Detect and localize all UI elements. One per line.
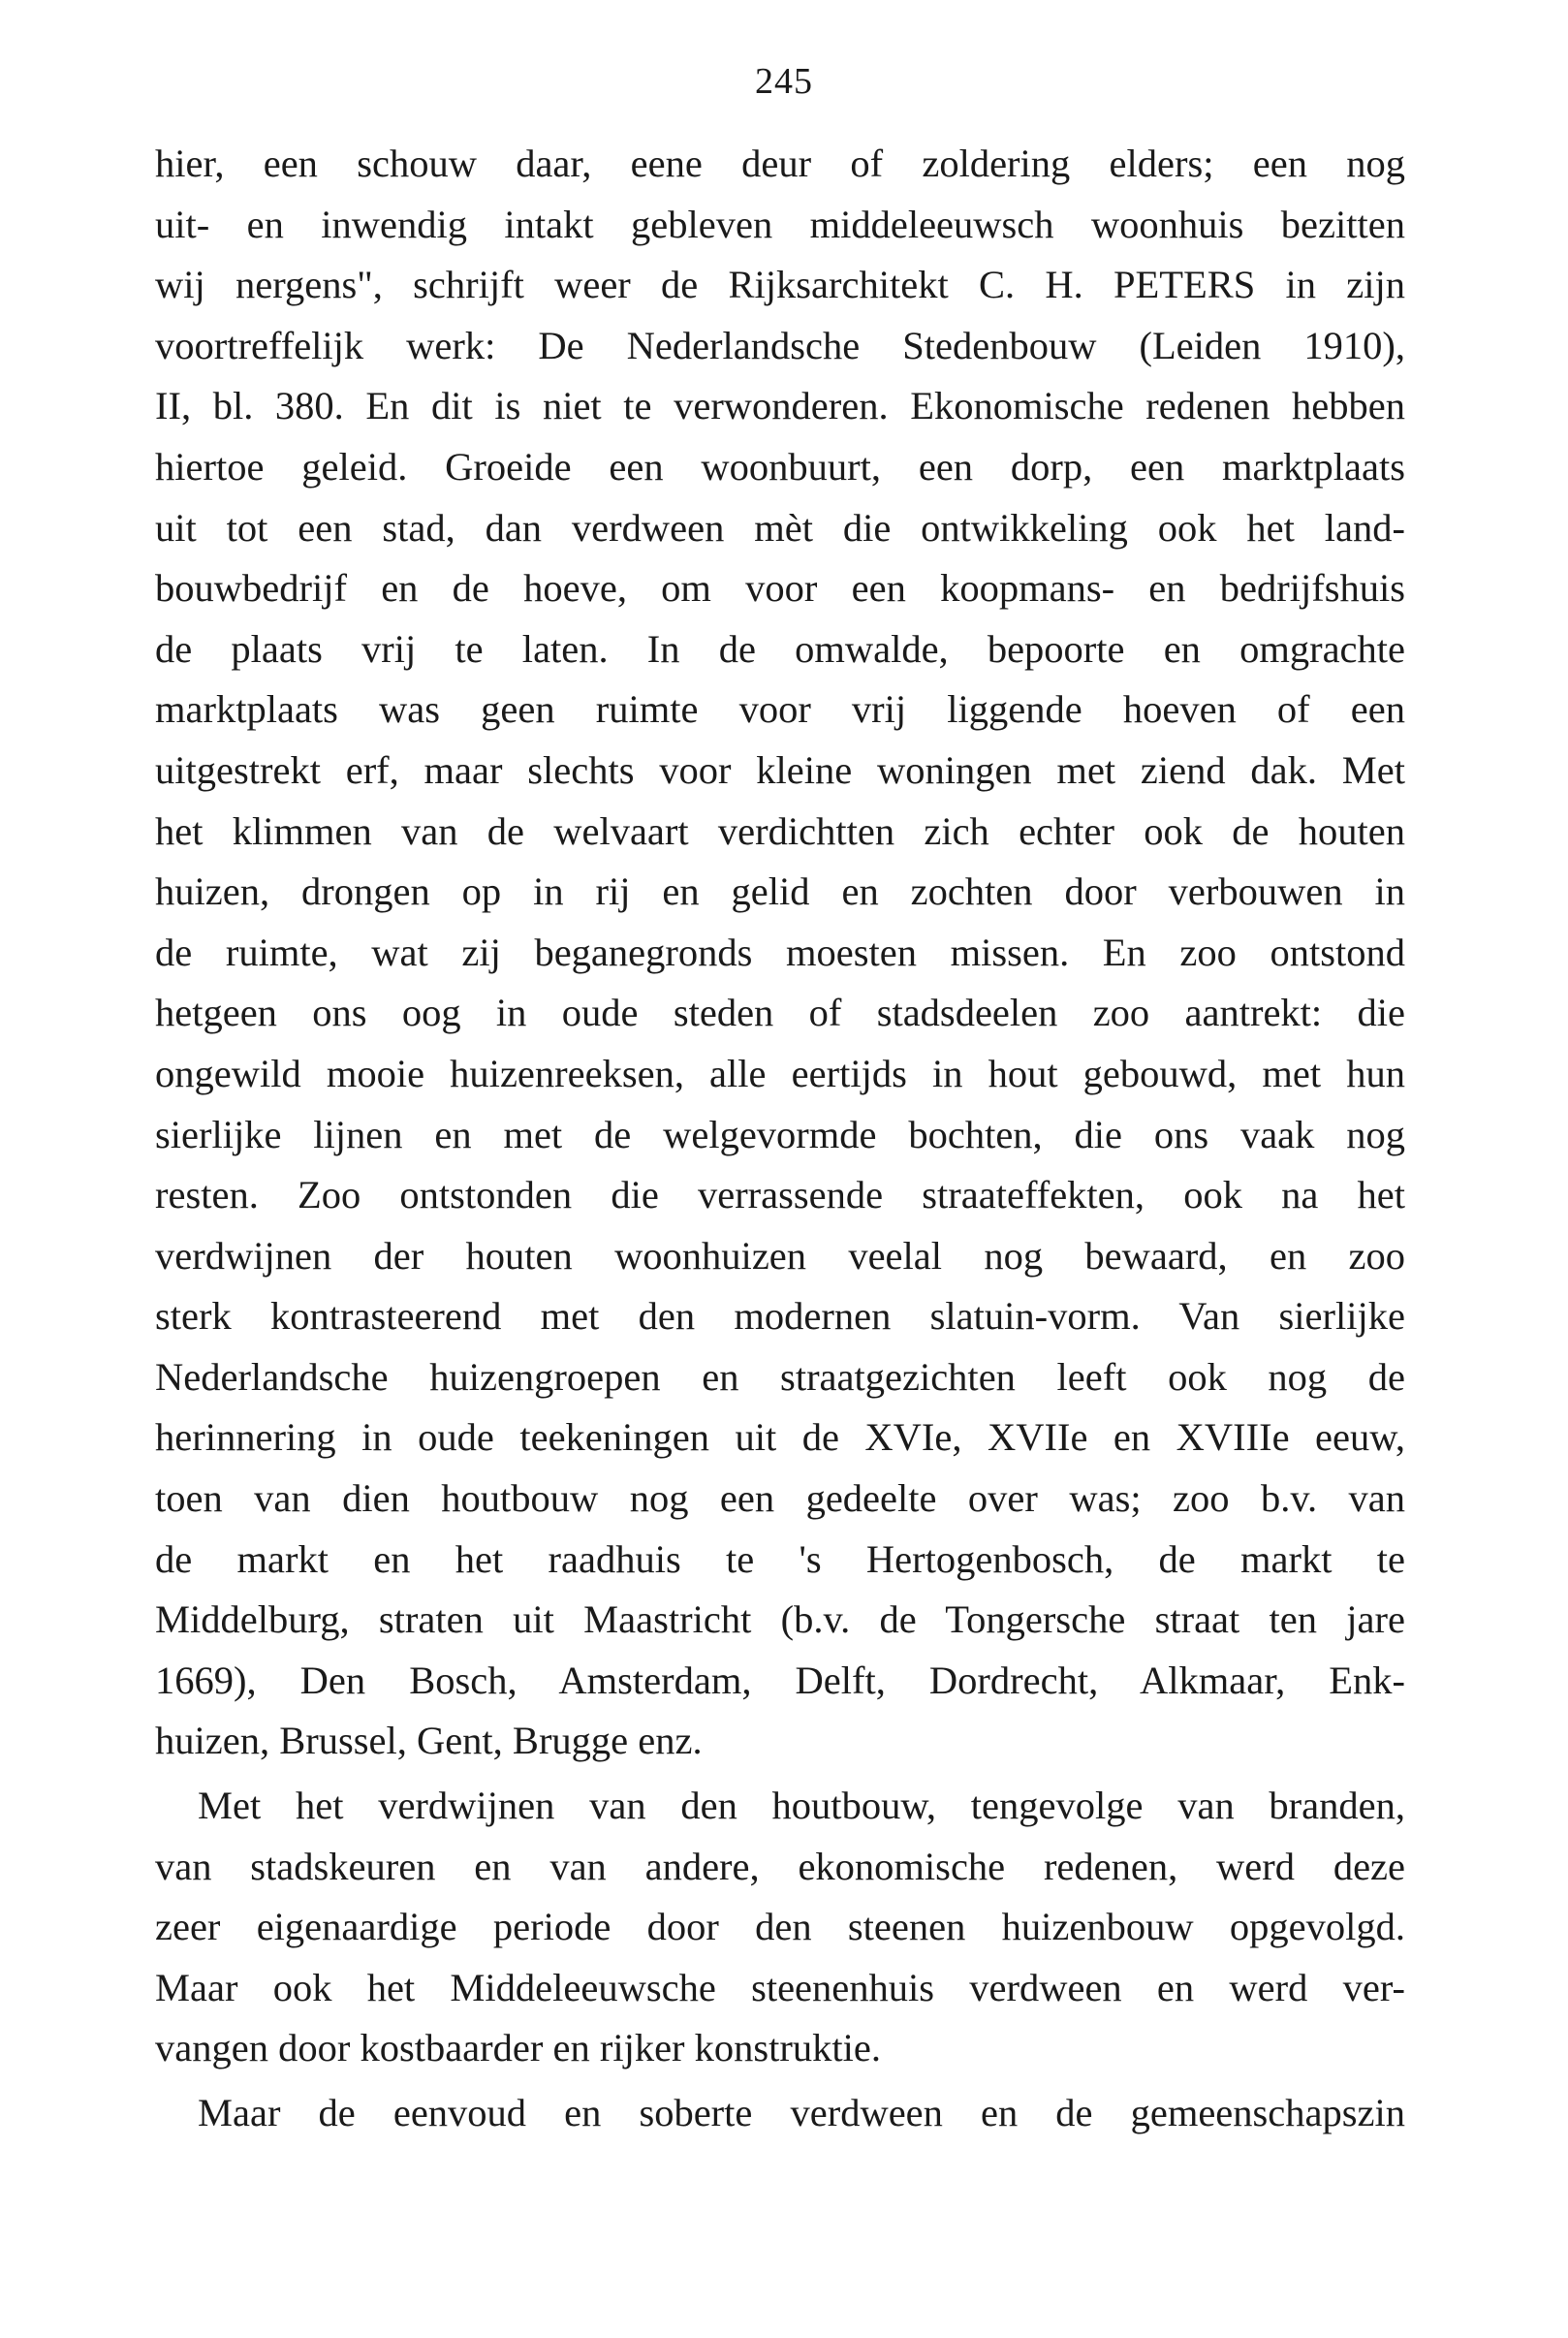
text-line: sterk kontrasteerend met den modernen slatuin-vorm. Van sierlijke — [155, 1294, 1405, 1339]
text-line: Maar ook het Middeleeuwsche steenenhuis verdween en werd ver- — [155, 1965, 1405, 2009]
text-line: de ruimte, wat zij beganegronds moesten missen. En zoo ontstond — [155, 930, 1405, 974]
text-line: Middelburg, straten uit Maastricht (b.v. de Tongersche straat ten jare — [155, 1597, 1405, 1642]
text-line: Nederlandsche huizengroepen en straatgezichten leeft ook nog de — [155, 1354, 1405, 1399]
text-line: de plaats vrij te laten. In de omwalde, bepoorte en omgrachte — [155, 626, 1405, 671]
text-line: voortreffelijk werk: De Nederlandsche Stedenbouw (Leiden 1910), — [155, 323, 1405, 367]
text-line: uit- en inwendig intakt gebleven middeleeuwsch woonhuis bezitten — [155, 202, 1405, 246]
text-line: hiertoe geleid. Groeide een woonbuurt, een dorp, een marktplaats — [155, 444, 1405, 489]
text-line: verdwijnen der houten woonhuizen veelal nog bewaard, en zoo — [155, 1233, 1405, 1278]
text-line: uit tot een stad, dan verdween mèt die ontwikkeling ook het land- — [155, 505, 1405, 550]
text-line: toen van dien houtbouw nog een gedeelte over was; zoo b.v. van — [155, 1476, 1405, 1521]
text-line: het klimmen van de welvaart verdichtten zich echter ook de houten — [155, 808, 1405, 853]
text-line: Maar de eenvoud en soberte verdween en de gemeenschapszin — [198, 2091, 1405, 2134]
text-line: ongewild mooie huizenreeksen, alle eertijds in hout gebouwd, met hun — [155, 1051, 1405, 1095]
text-line: Met het verdwijnen van den houtbouw, tengevolge van branden, — [198, 1784, 1405, 1828]
text-line: 1669), Den Bosch, Amsterdam, Delft, Dordrecht, Alkmaar, Enk- — [155, 1658, 1405, 1702]
text-line: huizen, drongen op in rij en gelid en zochten door verbouwen in — [155, 869, 1405, 914]
text-line: de markt en het raadhuis te 's Hertogenbosch, de markt te — [155, 1536, 1405, 1581]
text-line: uitgestrekt erf, maar slechts voor kleine woningen met ziend dak. Met — [155, 747, 1405, 792]
text-line: vangen door kostbaarder en rijker konstruktie. — [155, 2026, 882, 2070]
text-line: van stadskeuren en van andere, ekonomische redenen, werd deze — [155, 1844, 1405, 1888]
body-text — [155, 134, 1405, 2144]
text-line: zeer eigenaardige periode door den steenen huizenbouw opgevolgd. — [155, 1905, 1405, 1949]
text-line: wij nergens", schrijft weer de Rijksarchitekt C. H. PETERS in zijn — [155, 263, 1405, 307]
text-line: II, bl. 380. En dit is niet te verwonderen. Ekonomische redenen hebben — [155, 384, 1405, 428]
text-line: herinnering in oude teekeningen uit de XVIe, XVIIe en XVIIIe eeuw, — [155, 1415, 1405, 1460]
text-line: hetgeen ons oog in oude steden of stadsdeelen zoo aantrekt: die — [155, 991, 1405, 1035]
text-line: huizen, Brussel, Gent, Brugge enz. — [155, 1719, 703, 1763]
text-line: hier, een schouw daar, eene deur of zoldering elders; een nog — [155, 142, 1405, 185]
page-number: 245 — [755, 61, 813, 102]
text-line: bouwbedrijf en de hoeve, om voor een koopmans- en bedrijfshuis — [155, 566, 1405, 611]
text-line: resten. Zoo ontstonden die verrassende straateffekten, ook na het — [155, 1173, 1405, 1217]
text-line: marktplaats was geen ruimte voor vrij liggende hoeven of een — [155, 687, 1405, 732]
text-line: sierlijke lijnen en met de welgevormde bochten, die ons vaak nog — [155, 1112, 1405, 1156]
